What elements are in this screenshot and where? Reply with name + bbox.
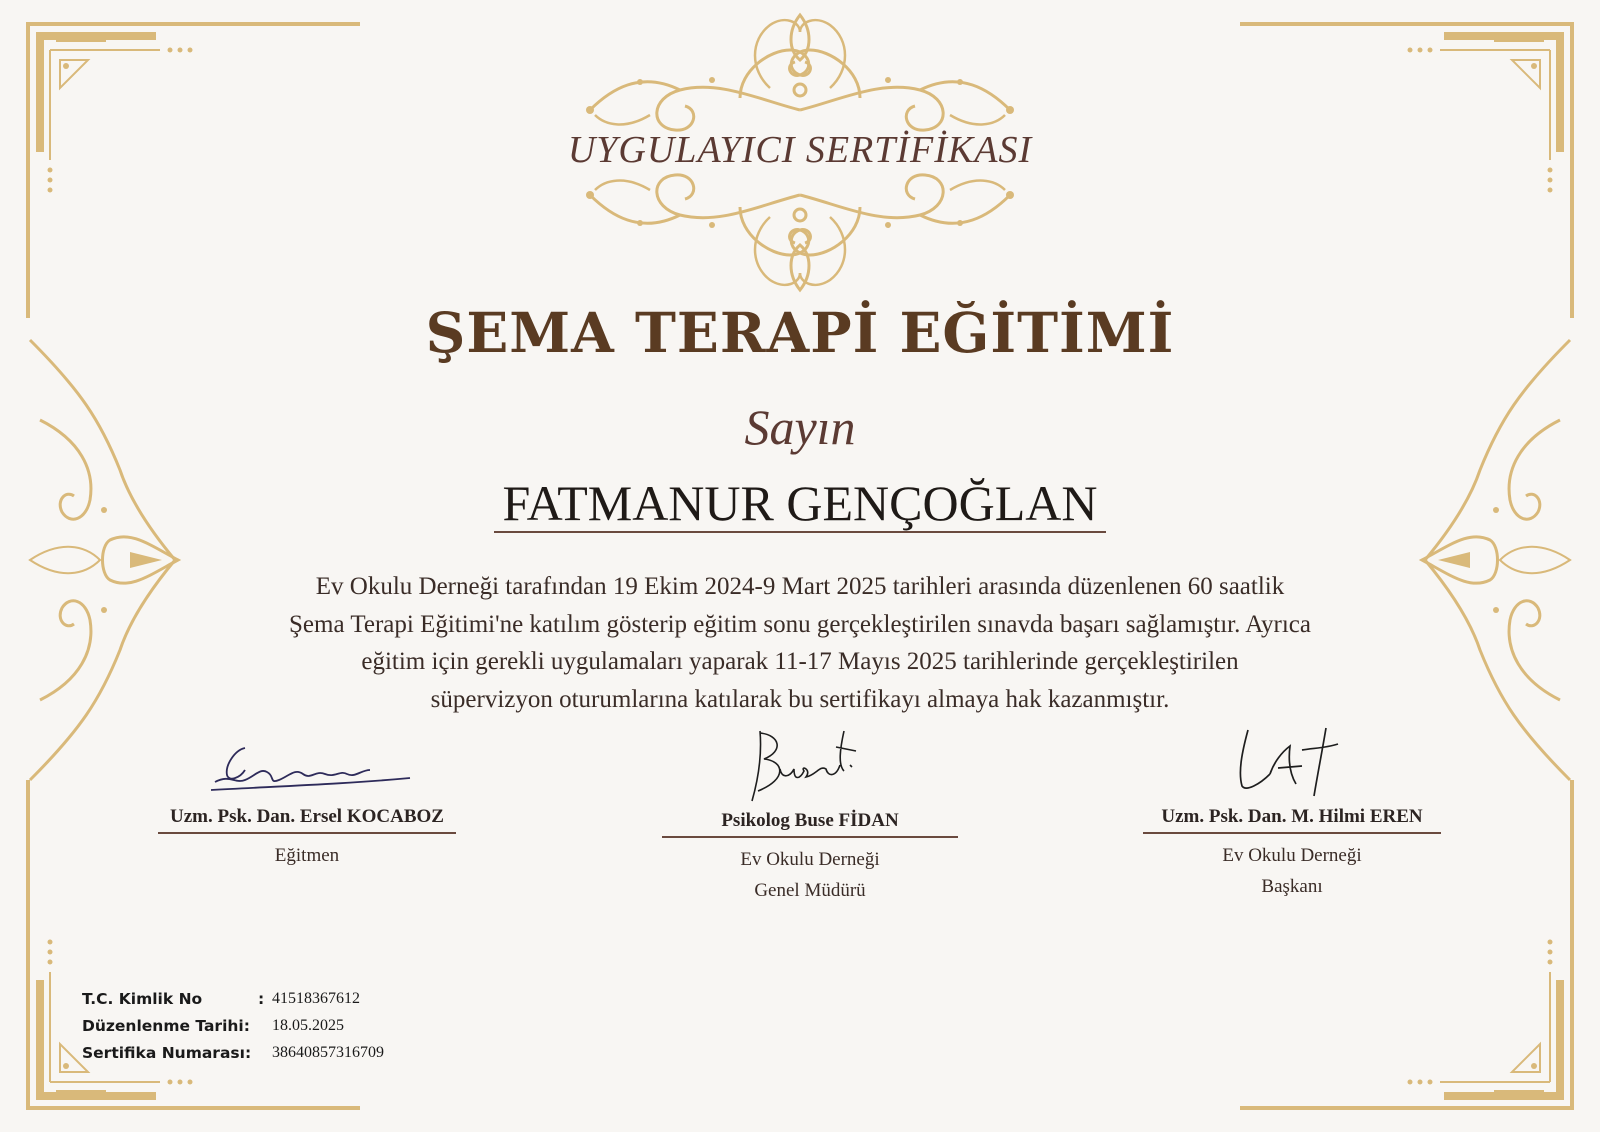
date-label: Düzenlenme Tarihi: bbox=[82, 1017, 250, 1035]
salutation: Sayın bbox=[744, 399, 856, 455]
signatory-1-role: Eğitmen bbox=[274, 844, 340, 866]
signature-line bbox=[1143, 832, 1441, 834]
signature-line bbox=[158, 832, 456, 834]
body-line: süpervizyon oturumlarına katılarak bu sertifikayı almaya hak kazanmıştır. bbox=[430, 685, 1170, 713]
signatory-1-name: Uzm. Psk. Dan. Ersel KOCABOZ bbox=[170, 806, 444, 827]
id-value: 41518367612 bbox=[272, 990, 360, 1007]
body-line: Ev Okulu Derneği tarafından 19 Ekim 2024-9 Mart 2025 tarihleri arasında düzenlenen 60 saatlik bbox=[315, 573, 1285, 600]
cert-number-value: 38640857316709 bbox=[272, 1044, 384, 1061]
signatory-2-role-line-2: Genel Müdürü bbox=[754, 879, 866, 901]
body-line: Şema Terapi Eğitimi'ne katılım gösterip eğitim sonu gerçekleştirilen sınavda başarı sağlamıştır. Ayrıca bbox=[289, 610, 1311, 638]
signatory-2-role-line-1: Ev Okulu Derneği bbox=[740, 848, 880, 870]
id-colon: : bbox=[258, 990, 265, 1008]
id-label: T.C. Kimlik No bbox=[82, 990, 203, 1008]
course-title: ŞEMA TERAPİ EĞİTİMİ bbox=[425, 300, 1175, 365]
signatory-3-name: Uzm. Psk. Dan. M. Hilmi EREN bbox=[1161, 806, 1423, 827]
date-value: 18.05.2025 bbox=[272, 1017, 344, 1034]
meta-row-id bbox=[82, 990, 422, 1017]
signatory-3-role-line-2: Başkanı bbox=[1261, 875, 1323, 897]
signature-line bbox=[662, 836, 958, 838]
signatory-2-name: Psikolog Buse FİDAN bbox=[721, 810, 899, 831]
certificate-body-text bbox=[180, 568, 1420, 718]
name-underline bbox=[494, 531, 1106, 533]
meta-row-cert bbox=[82, 1044, 422, 1071]
certificate-meta bbox=[82, 990, 422, 1071]
signatory-2 bbox=[662, 810, 958, 906]
certificate-heading: UYGULAYICI SERTİFİKASI bbox=[567, 129, 1033, 171]
signatory-1 bbox=[158, 806, 456, 871]
meta-row-date bbox=[82, 1017, 422, 1044]
signature-kocaboz bbox=[205, 740, 415, 800]
cert-number-label: Sertifika Numarası: bbox=[82, 1044, 252, 1062]
signatory-3 bbox=[1143, 806, 1441, 902]
signature-eren bbox=[1230, 722, 1350, 800]
body-line: eğitim için gerekli uygulamaları yaparak 11-17 Mayıs 2025 tarihlerinde gerçekleştirilen bbox=[361, 648, 1239, 675]
signature-fidan bbox=[740, 725, 870, 805]
recipient-name: FATMANUR GENÇOĞLAN bbox=[502, 475, 1098, 531]
signatory-3-role-line-1: Ev Okulu Derneği bbox=[1222, 844, 1362, 866]
